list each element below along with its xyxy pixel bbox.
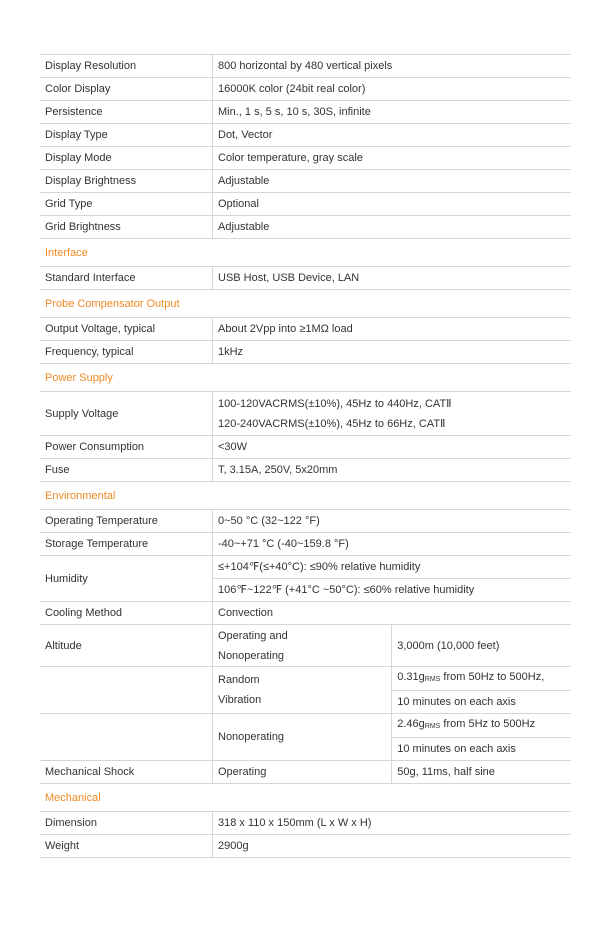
spec-row-grid-brightness [40, 216, 571, 239]
spec-value: 0~50 °C (32~122 °F) [213, 510, 572, 533]
spec-row-weight [40, 835, 571, 858]
section-title: Mechanical [40, 784, 571, 812]
spec-label: Frequency, typical [40, 341, 213, 364]
condition-line: Vibration [218, 694, 262, 706]
spec-label: Dimension [40, 812, 213, 835]
spec-row-storage-temperature [40, 533, 571, 556]
spec-label: Altitude [40, 625, 213, 667]
spec-value: 800 horizontal by 480 vertical pixels [213, 55, 572, 78]
spec-label-blank [40, 714, 213, 761]
spec-value [392, 714, 571, 738]
spec-label: Storage Temperature [40, 533, 213, 556]
section-title: Interface [40, 239, 571, 267]
section-heading-interface [40, 239, 571, 267]
spec-table [40, 54, 571, 858]
spec-row-random-vibration-1 [40, 667, 571, 691]
spec-label-blank [40, 667, 213, 714]
supply-voltage-line: 100-120VACRMS(±10%), 45Hz to 440Hz, CATⅡ [218, 397, 452, 410]
spec-label: Display Type [40, 124, 213, 147]
spec-value: ≤+104℉(≤+40°C): ≤90% relative humidity [213, 556, 572, 579]
spec-row-display-mode [40, 147, 571, 170]
spec-label: Weight [40, 835, 213, 858]
spec-value: Adjustable [213, 216, 572, 239]
spec-value: USB Host, USB Device, LAN [213, 267, 572, 290]
spec-row-persistence [40, 101, 571, 124]
value-main: 0.31g [397, 671, 425, 683]
spec-row-grid-type [40, 193, 571, 216]
spec-row-display-resolution [40, 55, 571, 78]
spec-row-operating-temperature [40, 510, 571, 533]
spec-row-output-voltage [40, 318, 571, 341]
spec-label: Cooling Method [40, 602, 213, 625]
spec-row-fuse [40, 459, 571, 482]
spec-label: Humidity [40, 556, 213, 602]
spec-row-cooling-method [40, 602, 571, 625]
spec-condition: Operating [213, 761, 392, 784]
spec-value: 2900g [213, 835, 572, 858]
spec-label: Display Resolution [40, 55, 213, 78]
spec-row-nonoperating-1 [40, 714, 571, 738]
spec-row-supply-voltage [40, 392, 571, 436]
spec-label: Color Display [40, 78, 213, 101]
spec-row-color-display [40, 78, 571, 101]
spec-row-display-brightness [40, 170, 571, 193]
value-rest: from 50Hz to 500Hz, [440, 671, 545, 683]
section-heading-environmental [40, 482, 571, 510]
spec-value: 10 minutes on each axis [392, 691, 571, 714]
spec-value: About 2Vpp into ≥1MΩ load [213, 318, 572, 341]
spec-value: Convection [213, 602, 572, 625]
value-subscript: RMS [424, 676, 441, 683]
section-heading-mechanical [40, 784, 571, 812]
spec-value: Adjustable [213, 170, 572, 193]
spec-value: 318 x 110 x 150mm (L x W x H) [213, 812, 572, 835]
spec-value: Color temperature, gray scale [213, 147, 572, 170]
spec-condition [213, 625, 392, 667]
spec-label: Operating Temperature [40, 510, 213, 533]
spec-value: 10 minutes on each axis [392, 738, 571, 761]
spec-value: <30W [213, 436, 572, 459]
value-subscript: RMS [424, 723, 441, 730]
spec-row-frequency [40, 341, 571, 364]
supply-voltage-line: 120-240VACRMS(±10%), 45Hz to 66Hz, CATⅡ [218, 417, 446, 430]
condition-line: Random [218, 674, 260, 686]
value-main: 2.46g [397, 718, 425, 730]
condition-line: Operating and [218, 629, 288, 642]
spec-value: 106℉~122℉ (+41°C ~50°C): ≤60% relative humidity [213, 579, 572, 602]
condition-line: Nonoperating [218, 649, 285, 662]
spec-value [213, 392, 572, 436]
section-heading-power [40, 364, 571, 392]
spec-row-display-type [40, 124, 571, 147]
spec-row-humidity-1 [40, 556, 571, 579]
spec-label: Fuse [40, 459, 213, 482]
spec-label: Persistence [40, 101, 213, 124]
spec-condition [213, 667, 392, 714]
spec-condition: Nonoperating [213, 714, 392, 761]
spec-value: T, 3.15A, 250V, 5x20mm [213, 459, 572, 482]
spec-label: Power Consumption [40, 436, 213, 459]
spec-label: Supply Voltage [40, 392, 213, 436]
section-title: Environmental [40, 482, 571, 510]
spec-label: Grid Type [40, 193, 213, 216]
section-title: Power Supply [40, 364, 571, 392]
spec-value: Min., 1 s, 5 s, 10 s, 30S, infinite [213, 101, 572, 124]
spec-row-dimension [40, 812, 571, 835]
spec-label: Grid Brightness [40, 216, 213, 239]
spec-label: Display Mode [40, 147, 213, 170]
spec-label: Standard Interface [40, 267, 213, 290]
spec-value [392, 667, 571, 691]
spec-value: Dot, Vector [213, 124, 572, 147]
spec-row-altitude [40, 625, 571, 667]
spec-row-standard-interface [40, 267, 571, 290]
spec-row-power-consumption [40, 436, 571, 459]
spec-value: 50g, 11ms, half sine [392, 761, 571, 784]
spec-label: Output Voltage, typical [40, 318, 213, 341]
spec-value: 16000K color (24bit real color) [213, 78, 572, 101]
spec-value: Optional [213, 193, 572, 216]
value-rest: from 5Hz to 500Hz [440, 718, 536, 730]
spec-label: Display Brightness [40, 170, 213, 193]
section-title: Probe Compensator Output [40, 290, 571, 318]
spec-value: 3,000m (10,000 feet) [392, 625, 571, 667]
section-heading-probe [40, 290, 571, 318]
spec-value: -40~+71 °C (-40~159.8 °F) [213, 533, 572, 556]
spec-value: 1kHz [213, 341, 572, 364]
spec-label: Mechanical Shock [40, 761, 213, 784]
spec-row-mechanical-shock [40, 761, 571, 784]
